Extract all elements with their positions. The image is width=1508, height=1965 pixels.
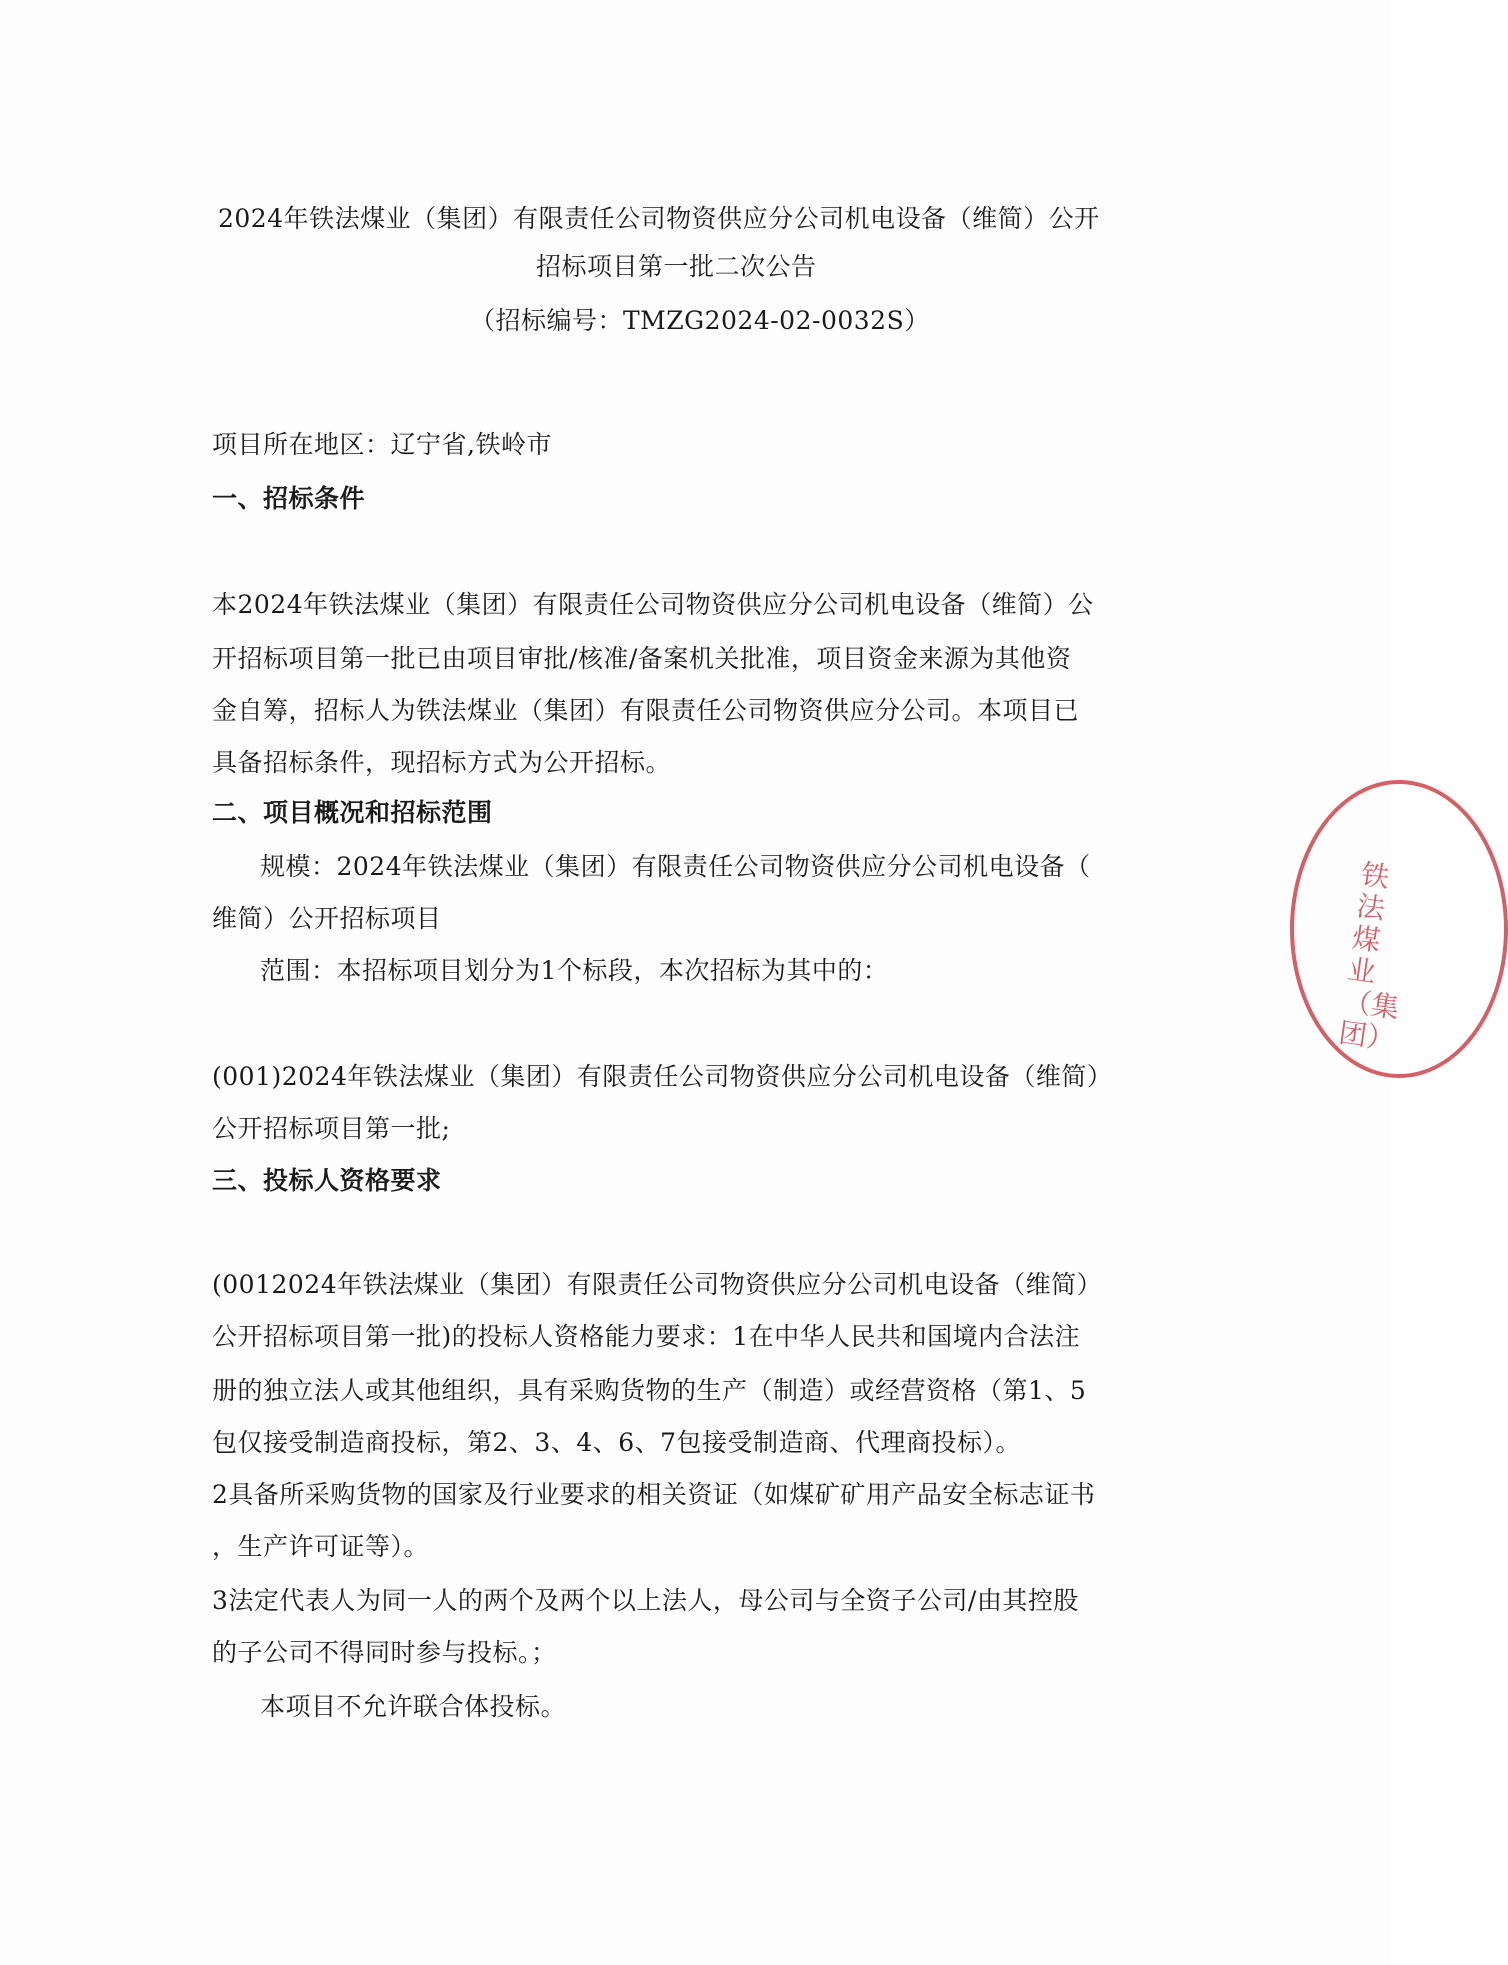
project-location: 项目所在地区：辽宁省,铁岭市 bbox=[212, 430, 552, 459]
section-3-paragraph-line: (0012024年铁法煤业（集团）有限责任公司物资供应分公司机电设备（维简） bbox=[212, 1270, 1103, 1299]
section-1-paragraph-line: 金自筹，招标人为铁法煤业（集团）有限责任公司物资供应分公司。本项目已 bbox=[212, 696, 1080, 725]
section-2-heading: 二、项目概况和招标范围 bbox=[212, 798, 493, 827]
section-2-lot-line: 公开招标项目第一批; bbox=[212, 1114, 451, 1143]
seal-text: 铁法煤业（集团） bbox=[1336, 857, 1402, 1057]
company-seal-stamp bbox=[1290, 780, 1508, 1078]
section-3-paragraph-line: 3法定代表人为同一人的两个及两个以上法人，母公司与全资子公司/由其控股 bbox=[212, 1586, 1079, 1615]
section-2-range-line: 范围：本招标项目划分为1个标段，本次招标为其中的： bbox=[260, 956, 889, 985]
title-line-2: 招标项目第一批二次公告 bbox=[536, 252, 817, 281]
section-3-paragraph-line: 2具备所采购货物的国家及行业要求的相关资证（如煤矿矿用产品安全标志证书 bbox=[212, 1480, 1096, 1509]
section-3-paragraph-line: 的子公司不得同时参与投标。； bbox=[212, 1638, 557, 1667]
section-1-paragraph-line: 本2024年铁法煤业（集团）有限责任公司物资供应分公司机电设备（维简）公 bbox=[212, 590, 1094, 619]
tender-number: （招标编号：TMZG2024-02-0032S） bbox=[470, 306, 930, 335]
section-3-paragraph-line: ，生产许可证等）。 bbox=[212, 1532, 430, 1561]
section-1-paragraph-line: 开招标项目第一批已由项目审批/核准/备案机关批准，项目资金来源为其他资 bbox=[212, 644, 1072, 673]
section-2-scale-line: 维简）公开招标项目 bbox=[212, 904, 442, 933]
section-1-paragraph-line: 具备招标条件，现招标方式为公开招标。 bbox=[212, 748, 672, 777]
section-3-paragraph-line: 公开招标项目第一批)的投标人资格能力要求：1在中华人民共和国境内合法注 bbox=[212, 1322, 1081, 1351]
section-2-lot-line: (001)2024年铁法煤业（集团）有限责任公司物资供应分公司机电设备（维简） bbox=[212, 1062, 1113, 1091]
section-3-paragraph-line: 包仅接受制造商投标，第2、3、4、6、7包接受制造商、代理商投标）。 bbox=[212, 1428, 1022, 1457]
section-2-scale-line: 规模：2024年铁法煤业（集团）有限责任公司物资供应分公司机电设备（ bbox=[260, 852, 1091, 881]
section-3-consortium-line: 本项目不允许联合体投标。 bbox=[260, 1692, 567, 1721]
section-3-paragraph-line: 册的独立法人或其他组织，具有采购货物的生产（制造）或经营资格（第1、5 bbox=[212, 1376, 1087, 1405]
section-1-heading: 一、招标条件 bbox=[212, 484, 366, 513]
section-3-heading: 三、投标人资格要求 bbox=[212, 1166, 442, 1195]
title-line-1: 2024年铁法煤业（集团）有限责任公司物资供应分公司机电设备（维简）公开 bbox=[218, 204, 1100, 233]
